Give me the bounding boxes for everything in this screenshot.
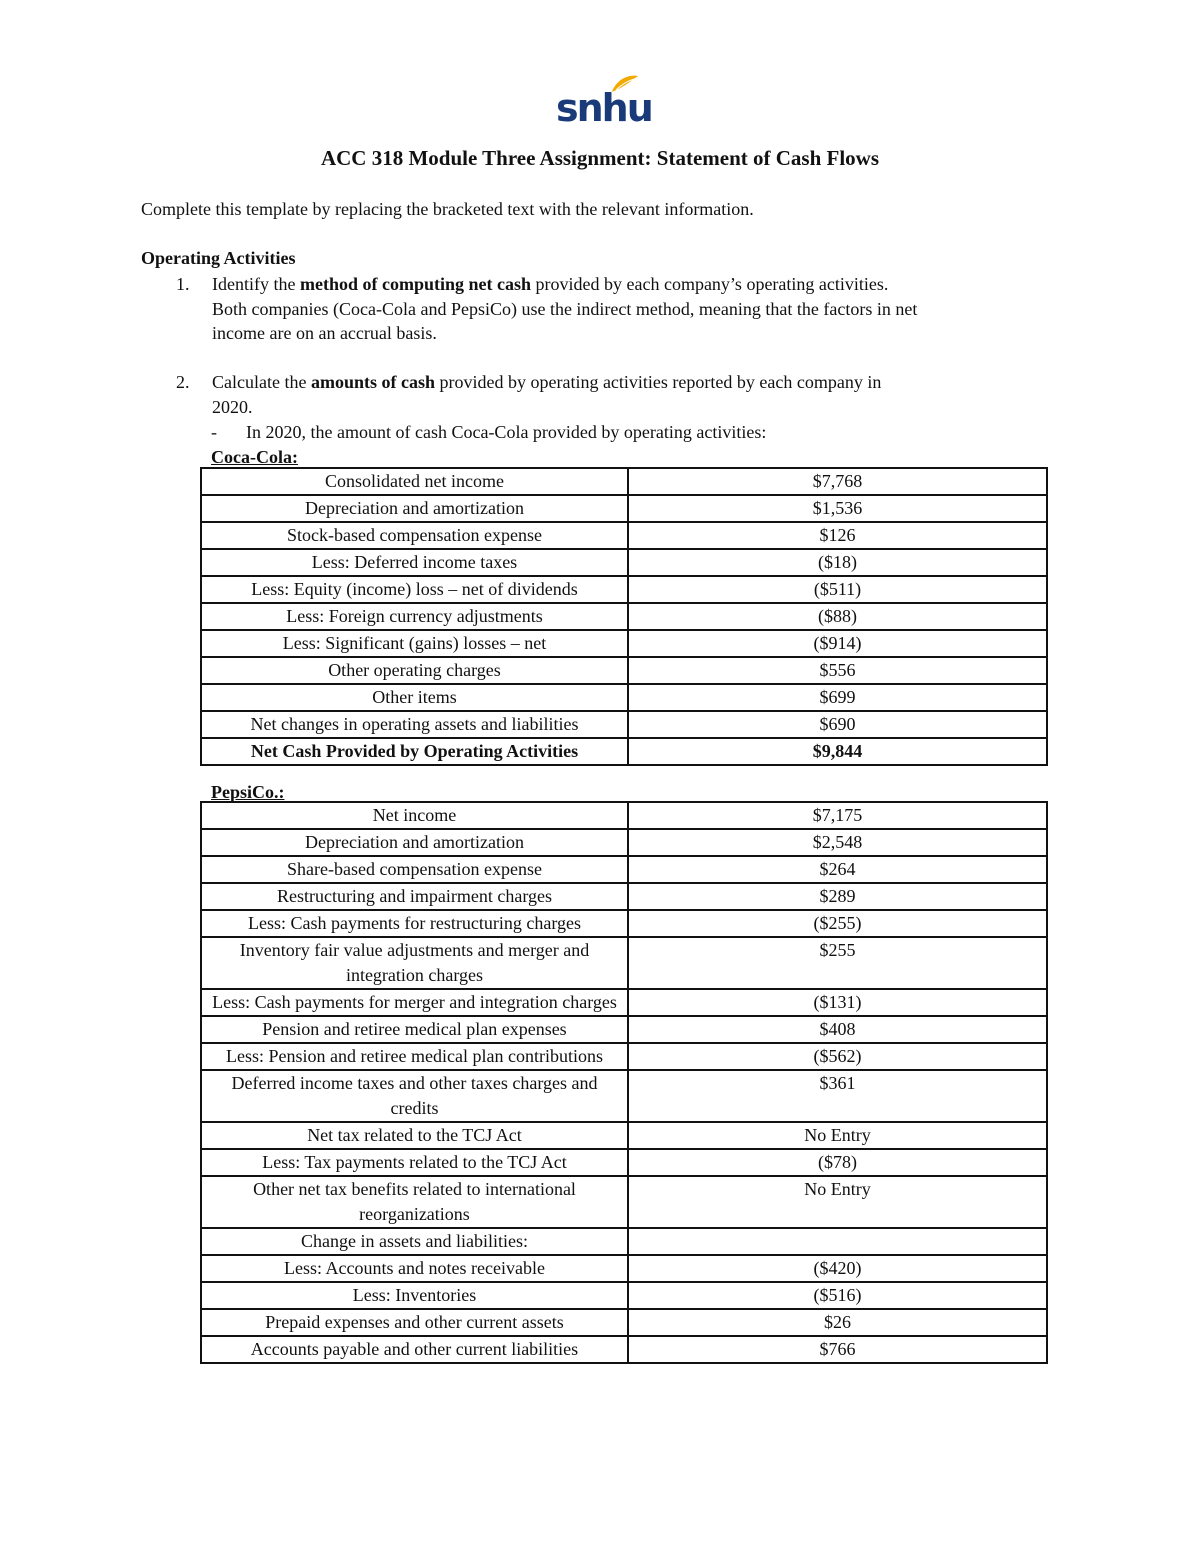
table-row [201,1043,1047,1070]
row-value: $264 [628,856,1047,883]
table-row [201,630,1047,657]
row-value: ($516) [628,1282,1047,1309]
row-label: Less: Tax payments related to the TCJ Act [201,1149,628,1176]
row-label: Other net tax benefits related to international reorganizations [201,1176,628,1228]
row-value: $126 [628,522,1047,549]
row-label: Less: Deferred income taxes [201,549,628,576]
table-row [201,937,1047,989]
snhu-logo [556,74,652,132]
table-row [201,883,1047,910]
row-label: Pension and retiree medical plan expenses [201,1016,628,1043]
row-value: ($255) [628,910,1047,937]
table-row [201,1336,1047,1363]
table-row [201,1282,1047,1309]
row-label: Stock-based compensation expense [201,522,628,549]
section-heading: Operating Activities [141,248,296,268]
row-value: ($18) [628,549,1047,576]
table-row [201,1176,1047,1228]
table-row [201,549,1047,576]
row-label: Inventory fair value adjustments and merger and integration charges [201,937,628,989]
row-value: No Entry [628,1122,1047,1149]
row-label: Net tax related to the TCJ Act [201,1122,628,1149]
total-label: Net Cash Provided by Operating Activities [201,738,628,765]
table-row [201,1016,1047,1043]
row-value: $766 [628,1336,1047,1363]
row-value: $7,768 [628,468,1047,495]
row-value: ($88) [628,603,1047,630]
row-label: Less: Cash payments for merger and integration charges [201,989,628,1016]
row-value: $289 [628,883,1047,910]
row-value: $1,536 [628,495,1047,522]
row-label: Less: Inventories [201,1282,628,1309]
row-label: Accounts payable and other current liabilities [201,1336,628,1363]
row-label: Other items [201,684,628,711]
row-label: Depreciation and amortization [201,495,628,522]
list-item-1 [176,272,1076,346]
list-item-text: Identify the method of computing net cash provided by each company’s operating activities. Both companies (Coca-Cola and PepsiCo) use the indirect method, meaning that the factors in net income are on an accrual basis. [212,272,1076,346]
total-row [201,738,1047,765]
row-value: $556 [628,657,1047,684]
row-label: Consolidated net income [201,468,628,495]
table-row [201,522,1047,549]
row-label: Less: Pension and retiree medical plan contributions [201,1043,628,1070]
row-value: ($420) [628,1255,1047,1282]
answer-line: Both companies (Coca-Cola and PepsiCo) use the indirect method, meaning that the factors in net [212,298,918,319]
row-value: ($914) [628,630,1047,657]
table-row [201,576,1047,603]
table-row [201,1309,1047,1336]
row-label: Deferred income taxes and other taxes charges and credits [201,1070,628,1122]
table-row [201,711,1047,738]
list-number: 2. [176,372,190,392]
list-number: 1. [176,274,190,294]
list-item-text: Calculate the amounts of cash provided by operating activities reported by each company in 2020. [212,372,882,417]
cocacola-label: Coca-Cola: [211,447,298,467]
row-label: Prepaid expenses and other current assets [201,1309,628,1336]
page-title: ACC 318 Module Three Assignment: Statement of Cash Flows [320,146,880,170]
table-row [201,1228,1047,1255]
row-label: Other operating charges [201,657,628,684]
table-row [201,1122,1047,1149]
row-label: Less: Cash payments for restructuring charges [201,910,628,937]
table-row [201,910,1047,937]
pepsico-table [200,801,1048,1364]
table-row [201,829,1047,856]
cocacola-table [200,467,1048,766]
row-value: No Entry [628,1176,1047,1228]
table-row [201,1149,1047,1176]
row-value: $2,548 [628,829,1047,856]
total-value: $9,844 [628,738,1047,765]
answer-line: income are on an accrual basis. [212,323,437,343]
logo-text: snhu [556,86,652,130]
table-row [201,1255,1047,1282]
row-label: Restructuring and impairment charges [201,883,628,910]
row-value: ($511) [628,576,1047,603]
row-value: $408 [628,1016,1047,1043]
list-item-2 [176,370,1076,419]
row-label: Change in assets and liabilities: [201,1228,628,1255]
row-value [628,1228,1047,1255]
row-value: $361 [628,1070,1047,1122]
row-label: Less: Equity (income) loss – net of dividends [201,576,628,603]
row-label: Share-based compensation expense [201,856,628,883]
pepsico-label: PepsiCo.: [211,782,285,802]
table-row [201,989,1047,1016]
row-label: Net income [201,802,628,829]
row-value: ($131) [628,989,1047,1016]
table-row [201,495,1047,522]
row-value: $7,175 [628,802,1047,829]
row-value: ($78) [628,1149,1047,1176]
table-row [201,856,1047,883]
table-row [201,684,1047,711]
table-row [201,657,1047,684]
row-value: $699 [628,684,1047,711]
row-value: $26 [628,1309,1047,1336]
row-label: Net changes in operating assets and liabilities [201,711,628,738]
row-label: Less: Foreign currency adjustments [201,603,628,630]
table-row [201,1070,1047,1122]
table-row [201,468,1047,495]
sub-bullet: - In 2020, the amount of cash Coca-Cola provided by operating activities: [211,422,767,442]
row-label: Less: Significant (gains) losses – net [201,630,628,657]
table-row [201,603,1047,630]
row-label: Depreciation and amortization [201,829,628,856]
row-value: $690 [628,711,1047,738]
row-value: ($562) [628,1043,1047,1070]
row-value: $255 [628,937,1047,989]
table-row [201,802,1047,829]
intro-text: Complete this template by replacing the bracketed text with the relevant information. [141,199,754,219]
row-label: Less: Accounts and notes receivable [201,1255,628,1282]
